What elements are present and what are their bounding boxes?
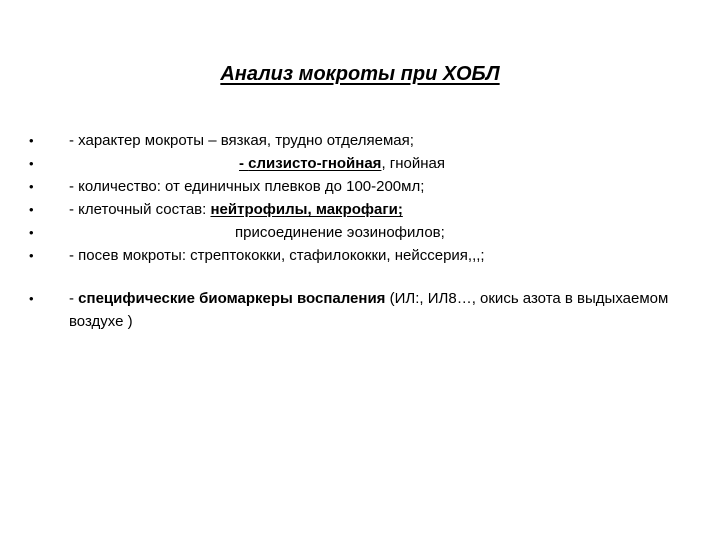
item-text: - посев мокроты: стрептококки, стафилококки, нейссерия,,,; (69, 247, 485, 264)
bullet-icon: • (29, 291, 34, 306)
list-item (28, 244, 688, 267)
item-bold-text: специфические биомаркеры воспаления (78, 290, 386, 307)
list-item (28, 152, 688, 175)
slide-title: Анализ мокроты при ХОБЛ (220, 63, 500, 85)
bullet-icon: • (29, 248, 34, 263)
bullet-icon: • (29, 202, 34, 217)
bullet-icon: • (29, 179, 34, 194)
item-rest-text: , гнойная (381, 155, 445, 172)
list-item (28, 175, 688, 198)
item-text: - количество: от единичных плевков до 100-200мл; (69, 178, 425, 195)
bullet-icon: • (29, 133, 34, 148)
item-prefix: - клеточный состав: (69, 201, 211, 218)
item-text: присоединение эозинофилов; (235, 224, 445, 241)
bullet-icon: • (29, 156, 34, 171)
item-prefix: - (239, 155, 249, 172)
item-rest-text: (ИЛ:, ИЛ8…, окись азота в выдыхаемом воздухе ) (69, 290, 669, 330)
bullet-icon: • (29, 225, 34, 240)
list-item (28, 198, 688, 221)
bullet-list (28, 129, 688, 333)
list-item (28, 221, 688, 244)
item-bold-text: нейтрофилы, макрофаги; (210, 201, 403, 218)
list-item (28, 129, 688, 152)
item-text (69, 152, 445, 175)
item-bold-text: слизисто-гнойная (248, 155, 382, 172)
item-prefix: - (69, 290, 79, 307)
list-item (28, 287, 689, 333)
item-text: - характер мокроты – вязкая, трудно отделяемая; (69, 132, 414, 149)
